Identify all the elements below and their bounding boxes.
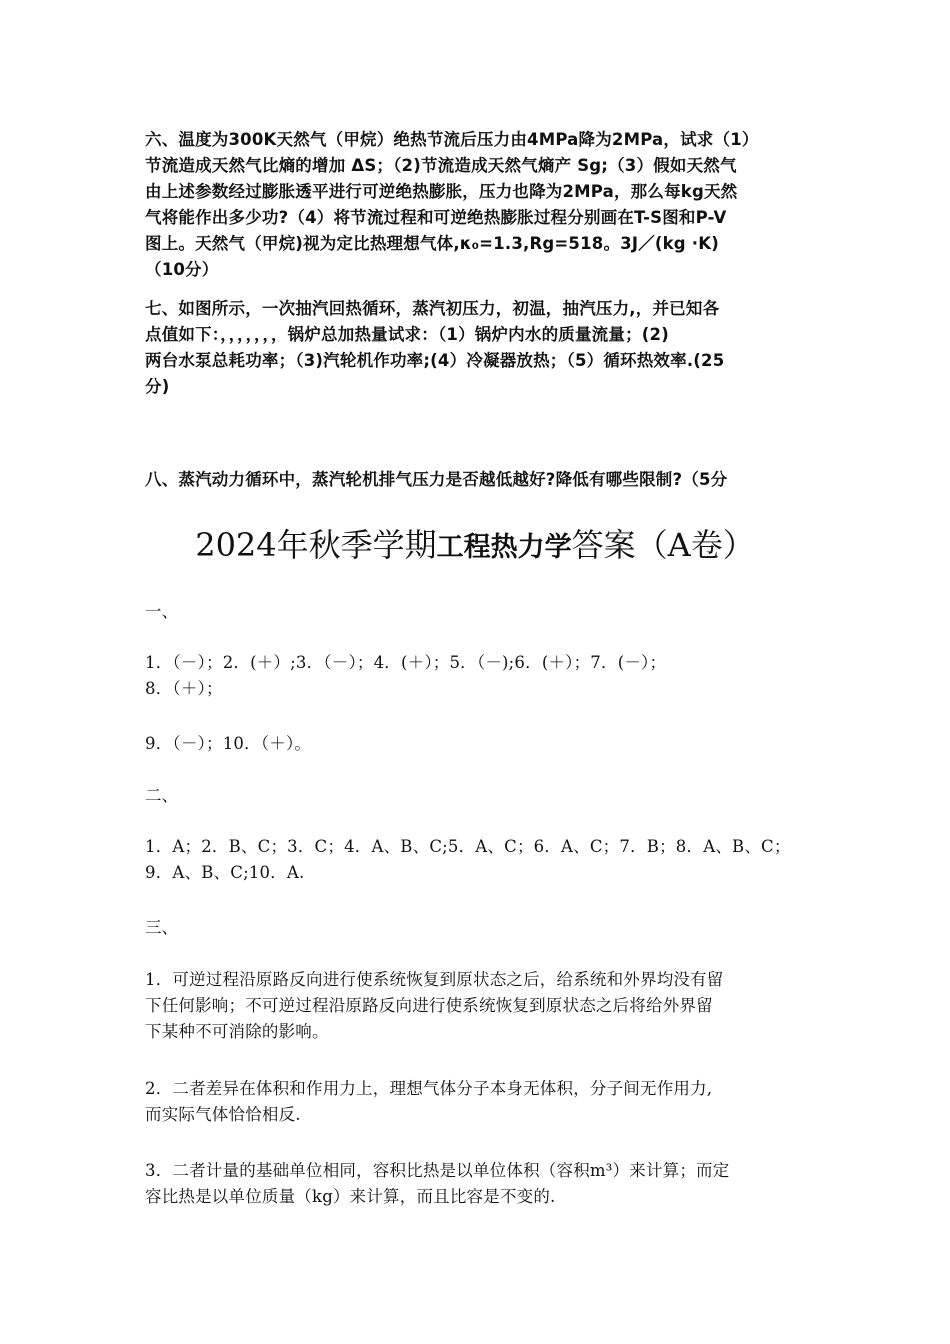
- section-3-item-2: [145, 1076, 810, 1128]
- section-2-label: 二、: [145, 786, 178, 805]
- answer-title: [0, 521, 950, 572]
- question-7-line: 七、如图所示，一次抽汽回热循环，蒸汽初压力，初温，抽汽压力,，并已知各: [145, 299, 720, 318]
- answer-line: 下任何影响；不可逆过程沿原路反向进行使系统恢复到原状态之后将给外界留: [145, 996, 713, 1015]
- section-1-label: 一、: [145, 602, 178, 621]
- answer-title-prefix: 2024年秋季学期: [195, 526, 437, 564]
- question-7-line: 点值如下：，，，，，，，锅炉总加热量试求：（1）锅炉内水的质量流量；(2): [145, 325, 669, 344]
- answer-line: 8．（＋）；: [145, 679, 223, 698]
- answer-line: 下某种不可消除的影响。: [145, 1022, 329, 1041]
- question-7-line: 两台水泵总耗功率；（3)汽轮机作功率;(4）冷凝器放热；（5）循环热效率.(25: [145, 351, 725, 370]
- answer-line: 9．（－）；10．（＋）。: [145, 734, 312, 753]
- answer-line: 1．可逆过程沿原路反向进行使系统恢复到原状态之后，给系统和外界均没有留: [145, 970, 724, 989]
- question-8-line: 八、蒸汽动力循环中，蒸汽轮机排气压力是否越低越好?降低有哪些限制?（5分: [145, 470, 728, 489]
- question-7: [145, 296, 810, 400]
- section-3-label: 三、: [145, 918, 178, 937]
- question-7-line: 分): [145, 377, 170, 396]
- question-6: [145, 127, 810, 283]
- question-6-line: 由上述参数经过膨胀透平进行可逆绝热膨胀，压力也降为2MPa，那么每kg天然: [145, 182, 738, 201]
- answer-line: 3．二者计量的基础单位相同，容积比热是以单位体积（容积m³）来计算；而定: [145, 1161, 730, 1180]
- section-1-answers: [145, 650, 810, 702]
- answer-line: 9．A、B、C;10．A.: [145, 863, 305, 882]
- question-6-line: 气将能作出多少功?（4）将节流过程和可逆绝热膨胀过程分别画在T-S图和P-V: [145, 208, 727, 227]
- answer-title-suffix: 答案（A卷）: [571, 526, 755, 564]
- answer-line: 1．A；2．B、C；3．C；4．A、B、C;5．A、C；6．A、C；7．B；8．A、B、C；: [145, 837, 791, 856]
- question-6-line: 节流造成天然气比熵的增加 ΔS；（2)节流造成天然气熵产 Sg;（3）假如天然气: [145, 156, 737, 175]
- answer-line: 2．二者差异在体积和作用力上，理想气体分子本身无体积，分子间无作用力,: [145, 1079, 713, 1098]
- answer-line: 容比热是以单位质量（kg）来计算，而且比容是不变的.: [145, 1187, 556, 1206]
- section-3-item-3: [145, 1158, 810, 1210]
- question-6-line: （10分）: [145, 260, 219, 279]
- section-3-item-1: [145, 967, 810, 1045]
- answer-line: 而实际气体恰恰相反.: [145, 1105, 301, 1124]
- question-6-line: 图上。天然气（甲烷)视为定比热理想气体,κ₀=1.3,Rg=518。3J／(kg ·K): [145, 234, 719, 253]
- answer-title-course: 工程热力学: [436, 532, 572, 563]
- question-8: [145, 467, 810, 493]
- section-2-answers: [145, 834, 810, 886]
- question-6-line: 六、温度为300K天然气（甲烷）绝热节流后压力由4MPa降为2MPa，试求（1）: [145, 130, 759, 149]
- answer-line: 1．（－）；2．(＋）;3．（－）；4．(＋）；5．（－);6．(＋）；7．(－）；: [145, 653, 667, 672]
- section-1-answers-continued: [145, 731, 810, 757]
